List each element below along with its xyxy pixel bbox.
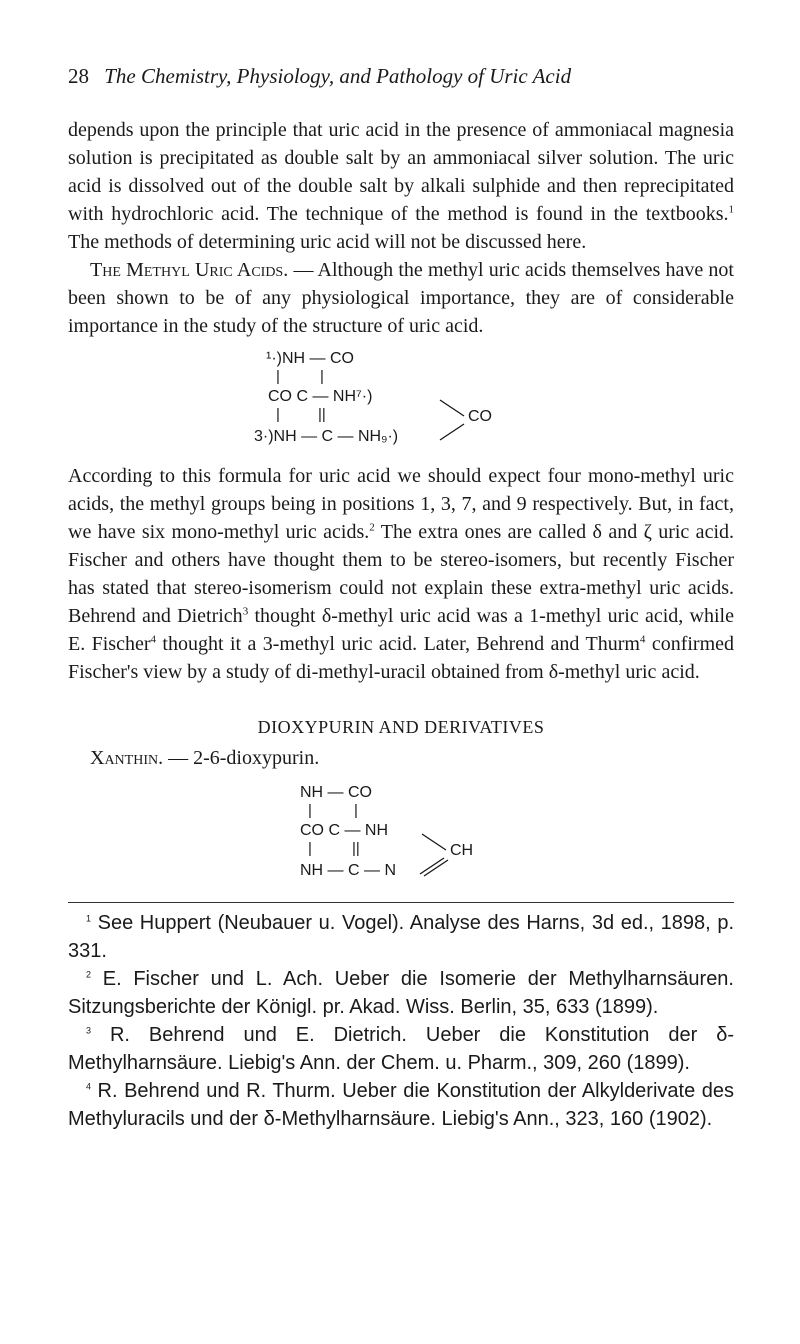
formula2-line3: NH — C — N	[300, 862, 396, 879]
footnote-rule	[68, 902, 734, 903]
running-head	[68, 62, 734, 90]
footnote-1-text: See Huppert (Neubauer u. Vogel). Analyse des Harns, 3d ed., 1898, p. 331.	[68, 912, 734, 962]
book-title: The Chemistry, Physiology, and Pathology of Uric Acid	[104, 64, 572, 88]
para3-b: The extra ones are called δ and ζ uric acid. Fischer and others have thought them to be stereo-isomers, but recently Fischer has stated that stereo-isomerism could not explain these extra-methyl uric acids. Behrend and Dietrich	[68, 521, 734, 627]
footnote-3-text: R. Behrend und E. Dietrich. Ueber die Konstitution der δ-Methylharnsäure. Liebig's Ann. der Chem. u. Pharm., 309, 260 (1899).	[68, 1024, 734, 1074]
para3-e: confirmed Fischer's view by a study of di-methyl-uracil obtained from δ-methyl uric acid.	[68, 633, 735, 683]
footnote-3-mark: 3	[86, 1025, 92, 1036]
footnote-4-text: R. Behrend und R. Thurm. Ueber die Konstitution der Alkylderivate des Methyluracils und der δ-Methylharnsäure. Liebig's Ann., 323, 160 (1902).	[68, 1080, 734, 1130]
formula2-bond-mid-top: |	[354, 802, 358, 819]
footnote-4	[68, 1077, 734, 1133]
paragraph-mono-methyl	[68, 462, 734, 686]
formula2-bond-lower-a	[420, 858, 444, 874]
para1-text: depends upon the principle that uric acid in the presence of ammoniacal magnesia solution is precipitated as double salt by an ammoniacal silver solution. The uric acid is dissolved out of the double salt by alkali sulphide and then reprecipitated with hydrochloric acid. The technique of the method is found in the textbooks.	[68, 119, 734, 225]
formula2-bond-double: ||	[352, 840, 360, 857]
paragraph-xanthin	[68, 744, 734, 772]
formula1-co-right: CO	[468, 408, 492, 425]
footnote-4-mark: 4	[86, 1081, 92, 1092]
formula2-ch-right: CH	[450, 842, 474, 859]
uric-acid-formula	[68, 346, 734, 456]
xanthin-label: Xanthin.	[90, 747, 164, 769]
footnote-3	[68, 1021, 734, 1077]
xanthin-text: — 2-6-dioxypurin.	[163, 747, 320, 769]
formula1-bond-mid-top: |	[320, 368, 324, 385]
formula1-line1: ¹·)NH — CO	[266, 350, 354, 367]
section-heading-methyl: The Methyl Uric Acids.	[90, 259, 289, 281]
formula1-bond-left-bottom: |	[276, 406, 280, 423]
footnote-2-text: E. Fischer und L. Ach. Ueber die Isomerie der Methylharnsäuren. Sitzungsberichte der Königl. pr. Akad. Wiss. Berlin, 35, 633 (1899).	[68, 968, 734, 1018]
book-page	[68, 62, 734, 1133]
formula1-line3: 3·)NH — C — NH₉·)	[254, 428, 399, 445]
footnote-1	[68, 909, 734, 965]
paragraph-methyl-uric-acids	[68, 256, 734, 340]
para1-tail: The methods of determining uric acid will not be discussed here.	[68, 231, 587, 253]
para3-c: thought δ-methyl uric acid was a 1-methyl uric acid, while E. Fischer	[68, 605, 734, 655]
para3-a: According to this formula for uric acid we should expect four mono-methyl uric acids, the methyl groups being in positions 1, 3, 7, and 9 respectively. But, in fact, we have six mono-methyl uric acids.	[68, 465, 734, 543]
formula1-bond-left-top: |	[276, 368, 280, 385]
footnote-1-mark: 1	[86, 913, 92, 924]
formula1-bond-double: ||	[318, 406, 326, 423]
formula2-bond-left-top: |	[308, 802, 312, 819]
footnote-ref-4[interactable]: 4	[150, 633, 157, 646]
footnote-2	[68, 965, 734, 1021]
formula1-ring-bonds	[68, 346, 488, 456]
formula1-bond-lower	[440, 424, 464, 440]
footnote-2-mark: 2	[86, 969, 92, 980]
formula1-line2: CO C — NH⁷·)	[268, 388, 373, 405]
xanthin-formula	[68, 778, 734, 888]
formula2-bond-upper	[422, 834, 446, 850]
para2-text: — Although the methyl uric acids themselves have not been shown to be of any physiological importance, they are of considerable importance in the study of the structure of uric acid.	[68, 259, 734, 337]
page-number: 28	[68, 64, 89, 88]
formula2-ring-bonds	[68, 778, 488, 888]
para3-d: thought it a 3-methyl uric acid. Later, Behrend and Thurm	[156, 633, 640, 655]
paragraph-method	[68, 116, 734, 256]
formula2-bond-lower-b	[424, 860, 448, 876]
formula2-line2: CO C — NH	[300, 822, 388, 839]
footnote-ref-3[interactable]: 3	[242, 605, 249, 618]
formula2-line1: NH — CO	[300, 784, 372, 801]
footnote-ref-4b[interactable]: 4	[639, 633, 646, 646]
footnotes	[68, 909, 734, 1133]
formula2-bond-left-bottom: |	[308, 840, 312, 857]
section-heading-dioxypurin: DIOXYPURIN AND DERIVATIVES	[257, 717, 545, 737]
footnote-ref-1[interactable]: 1	[728, 203, 734, 216]
footnote-ref-2[interactable]: 2	[369, 521, 375, 534]
formula1-bond-upper	[440, 400, 464, 416]
